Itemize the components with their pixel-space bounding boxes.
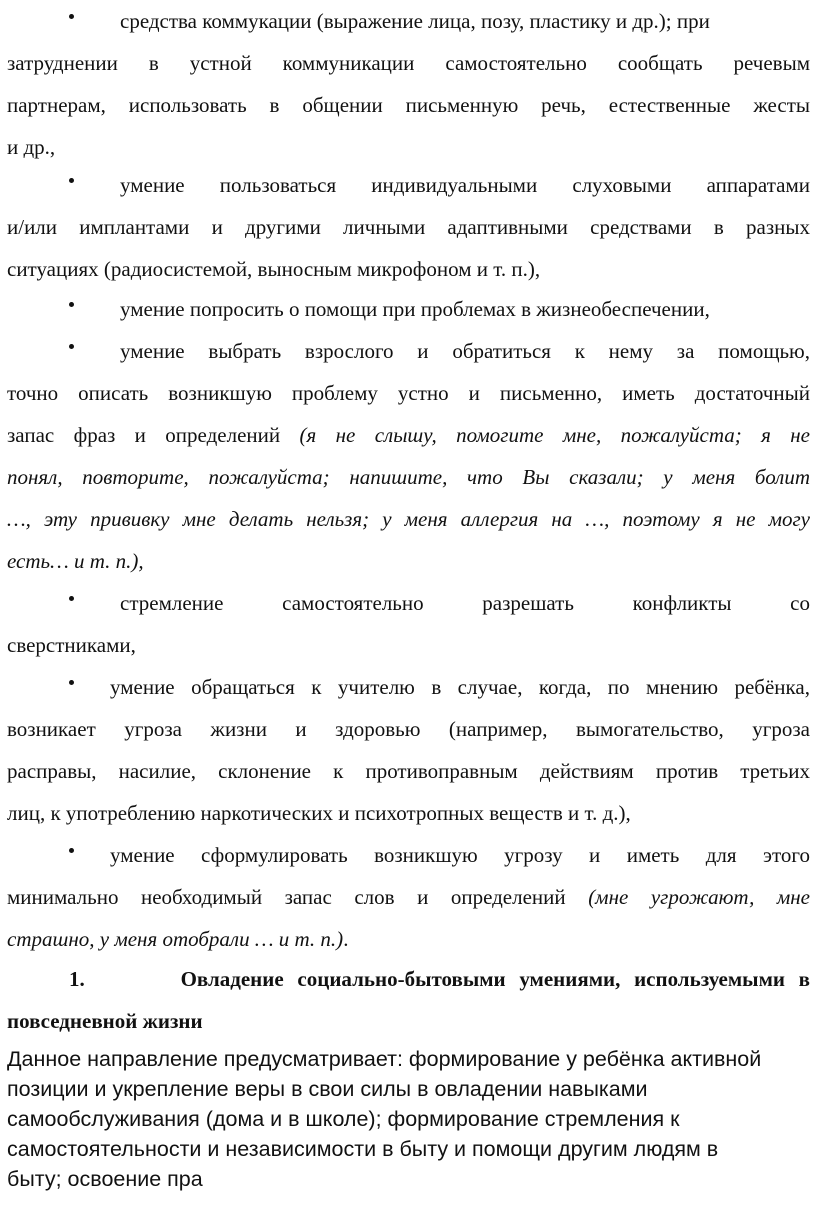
italic-example: страшно, у меня отобрали … и т. п.) <box>7 927 344 951</box>
list-item <box>7 582 810 666</box>
list-item <box>7 330 810 582</box>
text-line: и/или имплантами и другими личными адаптивными средствами в разных <box>7 215 810 239</box>
italic-example: (я не слышу, помогите мне, пожалуйста; я не <box>299 423 811 447</box>
text-segment: запас фраз и определений <box>7 423 281 447</box>
section-heading <box>7 958 810 1042</box>
text-line: средства коммукации (выражение лица, позу, пластику и др.); при <box>120 9 710 33</box>
bullet-icon <box>69 596 77 604</box>
text-line: быту; освоение пра <box>7 1167 203 1191</box>
text-line: стремление самостоятельно разрешать конфликты со <box>120 591 810 615</box>
text-line: умение обращаться к учителю в случае, когда, по мнению ребёнка, <box>110 675 810 699</box>
list-item <box>7 666 810 834</box>
text-line: точно описать возникшую проблему устно и письменно, иметь достаточный <box>7 381 810 405</box>
list-item <box>7 834 810 960</box>
italic-example: (мне угрожают, мне <box>588 885 811 909</box>
text-line: умение выбрать взрослого и обратиться к нему за помощью, <box>120 339 810 363</box>
italic-example: понял, повторите, пожалуйста; напишите, что Вы сказали; у меня болит <box>7 465 810 489</box>
text-line: умение попросить о помощи при проблемах в жизнеобеспечении, <box>120 297 710 321</box>
text-line: умение сформулировать возникшую угрозу и иметь для этого <box>110 843 810 867</box>
heading-line <box>7 958 810 1000</box>
text-line: Данное направление предусматривает: формирование у ребёнка активной <box>7 1047 762 1071</box>
text-line: расправы, насилие, склонение к противоправным действиям против третьих <box>7 759 810 783</box>
list-item <box>7 288 810 330</box>
text-segment: . <box>343 927 349 951</box>
bullet-icon <box>69 848 77 856</box>
list-item <box>7 164 810 290</box>
text-line: затруднении в устной коммуникации самостоятельно сообщать речевым <box>7 51 810 75</box>
bullet-icon <box>69 302 77 310</box>
text-line: умение пользоваться индивидуальными слуховыми аппаратами <box>120 173 810 197</box>
bullet-icon <box>69 14 77 22</box>
body-paragraph <box>7 1044 810 1194</box>
text-line: самообслуживания (дома и в школе); формирование стремления к <box>7 1107 680 1131</box>
text-line: сверстниками, <box>7 633 136 657</box>
text-line <box>7 876 810 918</box>
bullet-icon <box>69 344 77 352</box>
text-line: ситуациях (радиосистемой, выносным микрофоном и т. п.), <box>7 257 541 281</box>
heading-text: Овладение социально-бытовыми умениями, используемыми в <box>180 967 810 991</box>
bullet-icon <box>69 178 77 186</box>
italic-example: есть… и т. п.), <box>7 549 144 573</box>
text-segment: минимально необходимый запас слов и определений <box>7 885 566 909</box>
list-item <box>7 0 810 168</box>
text-line: и др., <box>7 135 56 159</box>
text-line: позиции и укрепление веры в свои силы в овладении навыками <box>7 1077 648 1101</box>
text-line: самостоятельности и независимости в быту и помощи другим людям в <box>7 1137 719 1161</box>
heading-line: повседневной жизни <box>7 1009 203 1033</box>
bullet-icon <box>69 680 77 688</box>
text-line: партнерам, использовать в общении письменную речь, естественные жесты <box>7 93 810 117</box>
text-line <box>7 918 810 960</box>
italic-example: …, эту прививку мне делать нельзя; у меня аллергия на …, поэтому я не могу <box>7 507 810 531</box>
heading-number: 1. <box>69 967 85 991</box>
text-line: возникает угроза жизни и здоровью (например, вымогательство, угроза <box>7 717 810 741</box>
text-line <box>7 414 810 456</box>
text-line: лиц, к употреблению наркотических и психотропных веществ и т. д.), <box>7 801 631 825</box>
